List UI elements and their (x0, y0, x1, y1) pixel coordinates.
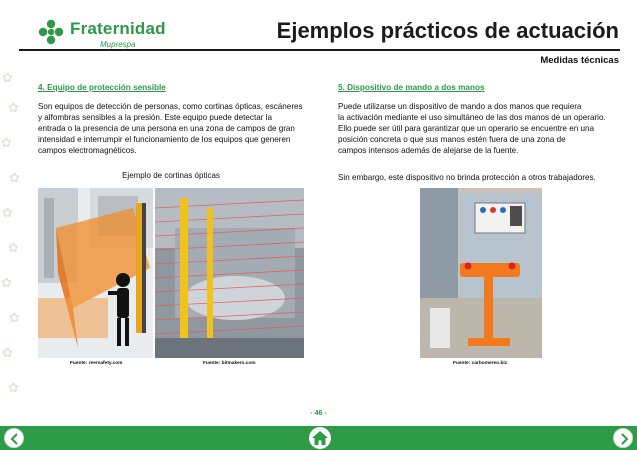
figure-caption: Ejemplo de cortinas ópticas (122, 171, 220, 180)
previous-page-button[interactable] (4, 428, 24, 448)
section-5-note: Sin embargo, este dispositivo no brinda protección a otros trabajadores. (338, 173, 596, 182)
section-5-line: Puede utilizarse un dispositivo de mando a dos manos que requiera (338, 102, 582, 111)
next-page-button[interactable] (613, 428, 633, 448)
chevron-right-icon (614, 429, 634, 449)
section-4-line: Son equipos de detección de personas, como cortinas ópticas, escáneres (38, 102, 303, 111)
home-button[interactable] (309, 427, 331, 449)
section-5-heading: 5. Dispositivo de mando a dos manos (338, 83, 485, 92)
section-4-line: campos electromagnéticos. (38, 146, 137, 155)
section-4-line: intensidad e interrumpir el funcionamiento de los equipos que generen (38, 135, 291, 144)
section-4-heading: 4. Equipo de protección sensible (38, 83, 166, 92)
page-subtitle: Medidas técnicas (540, 55, 619, 66)
section-4-line: entrada o la presencia de una persona en una zona de campos de gran (38, 124, 295, 133)
page-title: Ejemplos prácticos de actuación (276, 18, 619, 43)
source-label: Fuente: bitmakers.com (203, 361, 256, 366)
title-divider (19, 49, 620, 51)
section-5-line: posición concreta o que sus manos estén fuera de una zona de (338, 135, 566, 144)
brand-name: Fraternidad (70, 19, 166, 38)
section-4-text (38, 101, 304, 156)
brand-subname: Muprespa (100, 40, 136, 49)
section-5-text (338, 101, 606, 156)
light-curtain-photo (155, 188, 304, 358)
section-5-line: campos intensos además de alejarse de la fuente. (338, 146, 519, 155)
chevron-left-icon (5, 429, 25, 449)
section-5-line: la activación mediante el uso simultáneo de las dos manos de un operario. (338, 113, 606, 122)
page-number: - 46 - (310, 410, 327, 417)
section-5-line: Ello puede ser útil para garantizar que un operario se encuentre en una (338, 124, 595, 133)
side-decoration: ✿ ✿ ✿ ✿ ✿ ✿ ✿ ✿ ✿ ✿ (1, 70, 20, 395)
home-icon (309, 427, 331, 449)
source-label: Fuente: carbomereo.biz (453, 361, 508, 366)
light-curtain-illustration (38, 188, 153, 358)
section-4-line: y alfombras sensibles a la presión. Este equipo puede detectar la (38, 113, 272, 122)
source-label: Fuente: reersafety.com (70, 361, 123, 366)
page-header (0, 0, 637, 70)
two-hand-control-photo (420, 188, 542, 358)
fraternidad-logo-icon (38, 19, 64, 45)
